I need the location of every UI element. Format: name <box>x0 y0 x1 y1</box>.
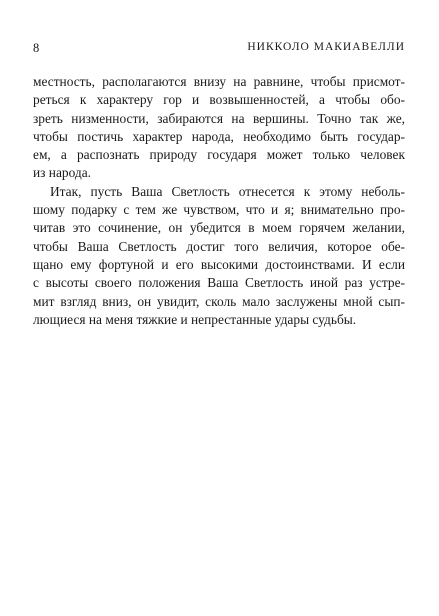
text-line: чтобы Ваша Светлость достиг того величия, которое обе- <box>33 238 405 254</box>
text-line: зреть низменности, забираются на вершины. Точно так же, <box>33 110 405 126</box>
text-line: чтобы постичь характер народа, необходимо быть государ- <box>33 128 405 144</box>
text-line: из народа. <box>33 165 92 181</box>
text-line: с высоты своего положения Ваша Светлость иной раз устре- <box>33 275 405 291</box>
text-line: Итак, пусть Ваша Светлость отнесется к этому неболь- <box>50 183 405 199</box>
text-line: ем, а распознать природу государя может только человек <box>33 147 405 163</box>
text-line: шому подарку с тем же чувством, что и я; внимательно про- <box>33 202 405 218</box>
running-title: НИККОЛО МАКИАВЕЛЛИ <box>247 41 405 53</box>
text-line: реться к характеру гор и возвышенностей, а чтобы обо- <box>33 92 405 108</box>
body-text <box>33 73 405 329</box>
text-line: лющиеся на меня тяжкие и непрестанные удары судьбы. <box>33 311 357 327</box>
page-number: 8 <box>33 41 40 55</box>
text-line: щано ему фортуной и его высокими достоинствами. И если <box>33 256 405 272</box>
paragraph-2 <box>33 183 405 329</box>
text-line: местность, располагаются внизу на равнине, чтобы присмот- <box>33 74 405 89</box>
text-line: мит взгляд вниз, он увидит, сколь мало заслужены мной сып- <box>33 293 405 309</box>
text-line: читав это сочинение, он убедится в моем горячем желании, <box>33 220 405 236</box>
paragraph-1 <box>33 73 405 183</box>
running-head <box>33 41 405 59</box>
